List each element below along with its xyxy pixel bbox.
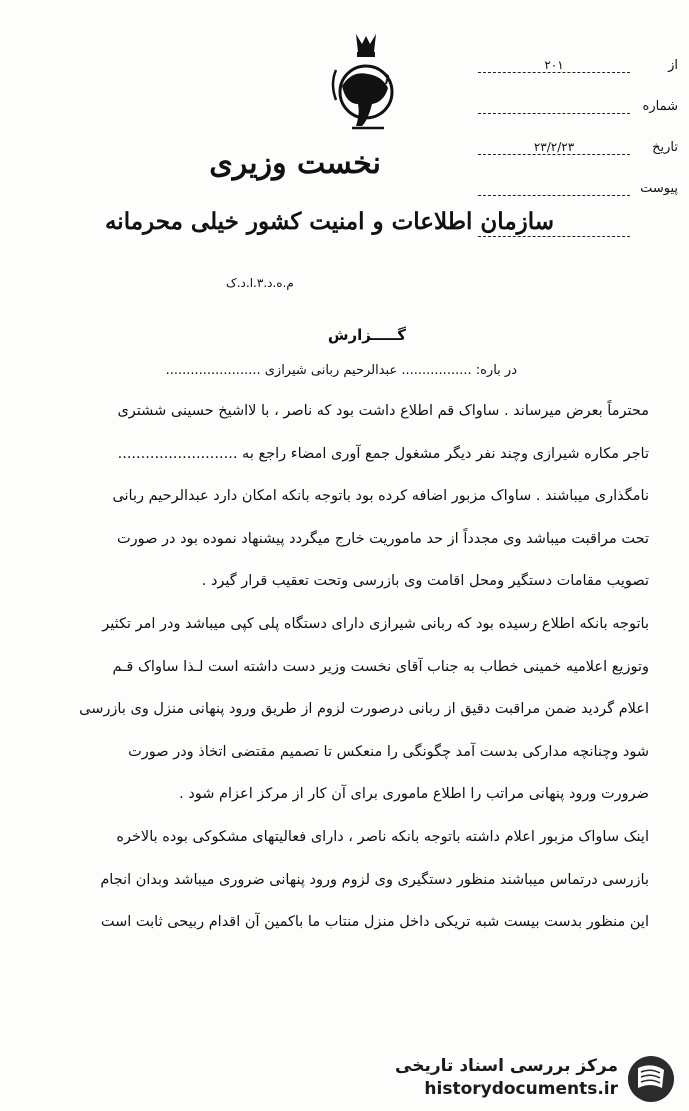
report-heading: گـــــزارش	[327, 326, 406, 344]
body-line: ضرورت ورود پنهانی مراتب را اطلاع ماموری برای آن کار از مرکز اعزام شود .	[179, 786, 649, 803]
body-line: تحت مراقبت میباشد وی مجدداً از حد ماموریت خارج میگردد پیشنهاد نموده بود در صورت	[116, 530, 649, 547]
meta-label: از	[668, 58, 678, 73]
meta-row-blank	[478, 222, 678, 242]
metadata-block	[478, 58, 678, 263]
meta-value: ۲۳/۲/۲۳	[478, 140, 630, 155]
watermark	[392, 1052, 682, 1106]
meta-value: ۲۰۱	[478, 58, 630, 73]
body-line: بازرسی درتماس میباشند منظور دستگیری وی لزوم ورود پنهانی ضروری میباشد وبدان انجام	[100, 871, 649, 888]
body-line: تصویب مقامات دستگیر ومحل اقامت وی بازرسی وتحت تعقیب قرار گیرد .	[201, 573, 649, 590]
body-line: باتوجه بانکه اطلاع رسیده بود که ربانی شیرازی دارای دستگاه پلی کپی میباشد ودر امر تکثیر	[102, 615, 649, 632]
header-title: نخست وزیری	[209, 146, 381, 181]
letter-body	[32, 398, 649, 952]
body-line: اعلام گردید ضمن مراقبت دقیق از ربانی درصورت لزوم از طریق ورود پنهانی منزل وی بازرسی	[79, 701, 649, 718]
meta-row-attachment	[478, 181, 678, 201]
meta-row-from	[478, 58, 678, 78]
watermark-name: مرکز بررسی اسناد تاریخی	[395, 1056, 618, 1076]
archive-logo-icon	[626, 1054, 676, 1104]
meta-label: پیوست	[640, 181, 678, 196]
body-line: اینک ساواک مزبور اعلام داشته باتوجه بانکه ناصر ، دارای فعالیتهای مشکوکی بوده بالاخره	[116, 828, 649, 845]
meta-row-date	[478, 140, 678, 160]
body-line: تاجر مکاره شیرازی وچند نفر دیگر مشغول جمع آوری امضاء راجع به ..........................	[117, 445, 649, 462]
meta-value	[478, 222, 630, 237]
organization-name: سازمان اطلاعات و امنیت کشور خیلی محرمانه	[104, 208, 555, 235]
meta-label: شماره	[642, 99, 678, 114]
lion-and-sun-emblem-icon	[322, 30, 410, 138]
watermark-url: historydocuments.ir	[424, 1079, 618, 1099]
body-line: این منظور بدست بیست شبه تریکی داخل منزل منتاب ما باکمین آن اقدام ربیحی ثابت است	[100, 914, 649, 931]
body-line: وتوزیع اعلامیه خمینی خطاب به جناب آقای نخست وزیر دست داشته است لـذا ساواک قـم	[112, 658, 649, 675]
body-line: نامگذاری میباشند . ساواک مزبور اضافه کرده بود باتوجه بانکه امکان دارد عبدالرحیم ربانی	[112, 488, 649, 505]
meta-row-number	[478, 99, 678, 119]
reference-code: م.ه.د.۳.ا.د.ک	[226, 276, 294, 290]
meta-label: تاریخ	[652, 140, 678, 155]
meta-value	[478, 99, 630, 114]
meta-value	[478, 181, 630, 196]
body-line: محترماً بعرض میرساند . ساواک قم اطلاع داشت بود که ناصر ، با لااشیخ حسینی ششتری	[117, 403, 649, 419]
subject-line: در باره: ................. عبدالرحیم ربانی شیرازی .......................	[165, 363, 517, 378]
body-line: شود وچنانچه مدارکی بدست آمد چگونگی را منعکس تا تصمیم مقتضی اتخاذ ودر صورت	[128, 743, 649, 760]
